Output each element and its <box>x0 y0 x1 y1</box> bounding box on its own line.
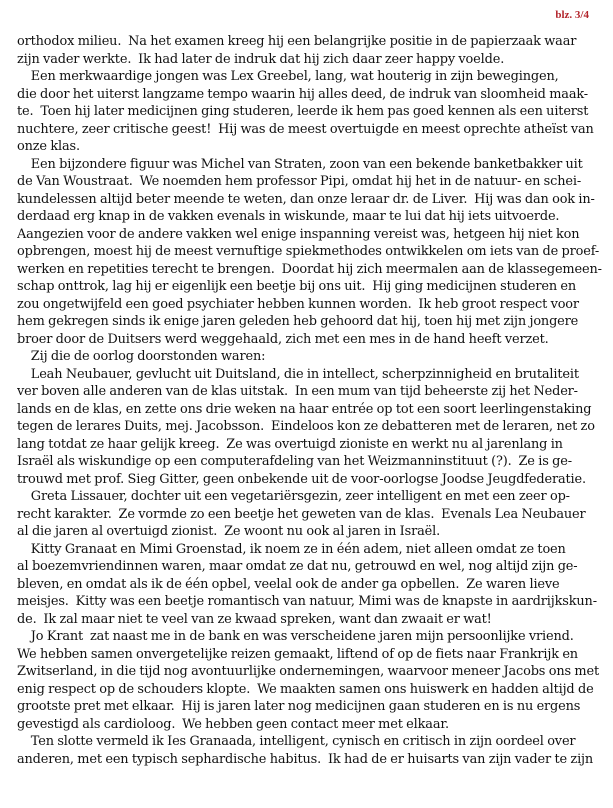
text-line: anderen, met een typisch sephardische habitus. Ik had de er huisarts van zijn vader te zijn <box>17 751 594 767</box>
text-line: bleven, en omdat als ik de één opbel, veelal ook de ander ga opbellen. Ze waren lieve <box>17 576 560 592</box>
text-line: die door het uiterst langzame tempo waarin hij alles deed, de indruk van sloomheid maak- <box>17 86 589 102</box>
text-line: nuchtere, zeer critische geest! Hij was de meest overtuigde en meest oprechte atheïst van <box>17 121 594 137</box>
text-line: Leah Neubauer, gevlucht uit Duitsland, die in intellect, scherpzinnigheid en brutaliteit <box>17 366 579 382</box>
text-line: trouwd met prof. Sieg Gitter, geen onbekende uit de voor-oorlogse Joodse Jeugdfederatie. <box>17 471 586 487</box>
text-line: Kitty Granaat en Mimi Groenstad, ik noem ze in één adem, niet alleen omdat ze toen <box>17 541 566 557</box>
text-line: Een bijzondere figuur was Michel van Straten, zoon van een bekende banketbakker uit <box>17 156 583 172</box>
text-line: recht karakter. Ze vormde zo een beetje het geweten van de klas. Evenals Lea Neubauer <box>17 506 586 522</box>
text-line: Zij die de oorlog doorstonden waren: <box>17 349 266 364</box>
text-line: tegen de lerares Duits, mej. Jacobsson. Eindeloos kon ze debatteren met de leraren, net zo <box>17 419 595 434</box>
text-line: Een merkwaardige jongen was Lex Greebel, lang, wat houterig in zijn bewegingen, <box>17 69 559 84</box>
text-line: lang totdat ze haar gelijk kreeg. Ze was overtuigd zioniste en werkt nu al jarenlang in <box>17 436 563 452</box>
text-line: meisjes. Kitty was een beetje romantisch van natuur, Mimi was de knapste in aardrijkskun- <box>17 594 597 609</box>
text-line: Israël als wiskundige op een computerafdeling van het Weizmanninstituut (?). Ze is ge- <box>17 454 572 469</box>
text-line: lands en de klas, en zette ons drie weken na haar entrée op tot een soort leerlingenstaking <box>17 401 592 417</box>
text-line: grootste pret met elkaar. Hij is jaren later nog medicijnen gaan studeren en is nu ergens <box>17 699 581 714</box>
text-line: enig respect op de schouders klopte. We maakten samen ons huiswerk en hadden altijd de <box>17 681 594 697</box>
text-line: werken en repetities terecht te brengen. Doordat hij zich meermalen aan de klassegemeen- <box>17 261 602 277</box>
text-line: zijn vader werkte. Ik had later de indruk dat hij zich daar zeer happy voelde. <box>17 51 505 67</box>
text-line: de. Ik zal maar niet te veel van ze kwaad spreken, want dan zwaait er wat! <box>17 611 492 627</box>
text-line: opbrengen, moest hij de meest vernuftige spiekmethodes ontwikkelen om iets van de proef- <box>17 244 600 259</box>
text-line: al die jaren al overtuigd zionist. Ze woont nu ook al jaren in Israël. <box>17 524 441 539</box>
text-line: al boezemvriendinnen waren, maar omdat ze dat nu, getrouwd en wel, nog altijd zijn ge- <box>17 559 578 574</box>
text-line: broer door de Duitsers werd weggehaald, zich met een mes in de hand heeft verzet. <box>17 331 549 347</box>
text-line: zou ongetwijfeld een goed psychiater hebben kunnen worden. Ik heb groot respect voor <box>17 296 579 312</box>
text-line: orthodox milieu. Na het examen kreeg hij een belangrijke positie in de papierzaak waar <box>17 34 577 49</box>
page-number: blz. 3/4 <box>555 9 589 21</box>
text-line: gevestigd als cardioloog. We hebben geen contact meer met elkaar. <box>17 716 449 732</box>
text-line: Jo Krant zat naast me in de bank en was verscheidene jaren mijn persoonlijke vriend. <box>17 629 574 644</box>
text-line: te. Toen hij later medicijnen ging studeren, leerde ik hem pas goed kennen als een uiterst <box>17 104 589 119</box>
text-line: onze klas. <box>17 139 80 154</box>
text-line: hem gekregen sinds ik enige jaren geleden heb gehoord dat hij, toen hij met zijn jongere <box>17 314 579 329</box>
text-line: Ten slotte vermeld ik Ies Granaada, intelligent, cynisch en critisch in zijn oordeel over <box>17 734 576 749</box>
text-line: Greta Lissauer, dochter uit een vegetariërsgezin, zeer intelligent en met een zeer op- <box>17 489 570 504</box>
text-line: ver boven alle anderen van de klas uitstak. In een mum van tijd beheerste zij het Neder- <box>17 384 578 399</box>
text-line: de Van Woustraat. We noemden hem professor Pipi, omdat hij het in de natuur- en schei- <box>17 174 582 189</box>
text-line: Zwitserland, in die tijd nog avontuurlijke ondernemingen, waarvoor meneer Jacobs ons met <box>17 664 599 679</box>
text-line: derdaad erg knap in de vakken evenals in wiskunde, maar te lui dat hij iets uitvoerde. <box>17 209 560 224</box>
text-line: kundelessen altijd beter meende te weten, dan onze leraar dr. de Liver. Hij was dan ook in- <box>17 191 595 207</box>
text-line: Aangezien voor de andere vakken wel enige inspanning vereist was, hetgeen hij niet kon <box>17 226 580 242</box>
body-text <box>17 33 607 768</box>
text-line: We hebben samen onvergetelijke reizen gemaakt, liftend of op de fiets naar Frankrijk en <box>17 646 578 662</box>
text-line: schap onttrok, lag hij er eigenlijk een beetje bij ons uit. Hij ging medicijnen studeren en <box>17 279 577 294</box>
